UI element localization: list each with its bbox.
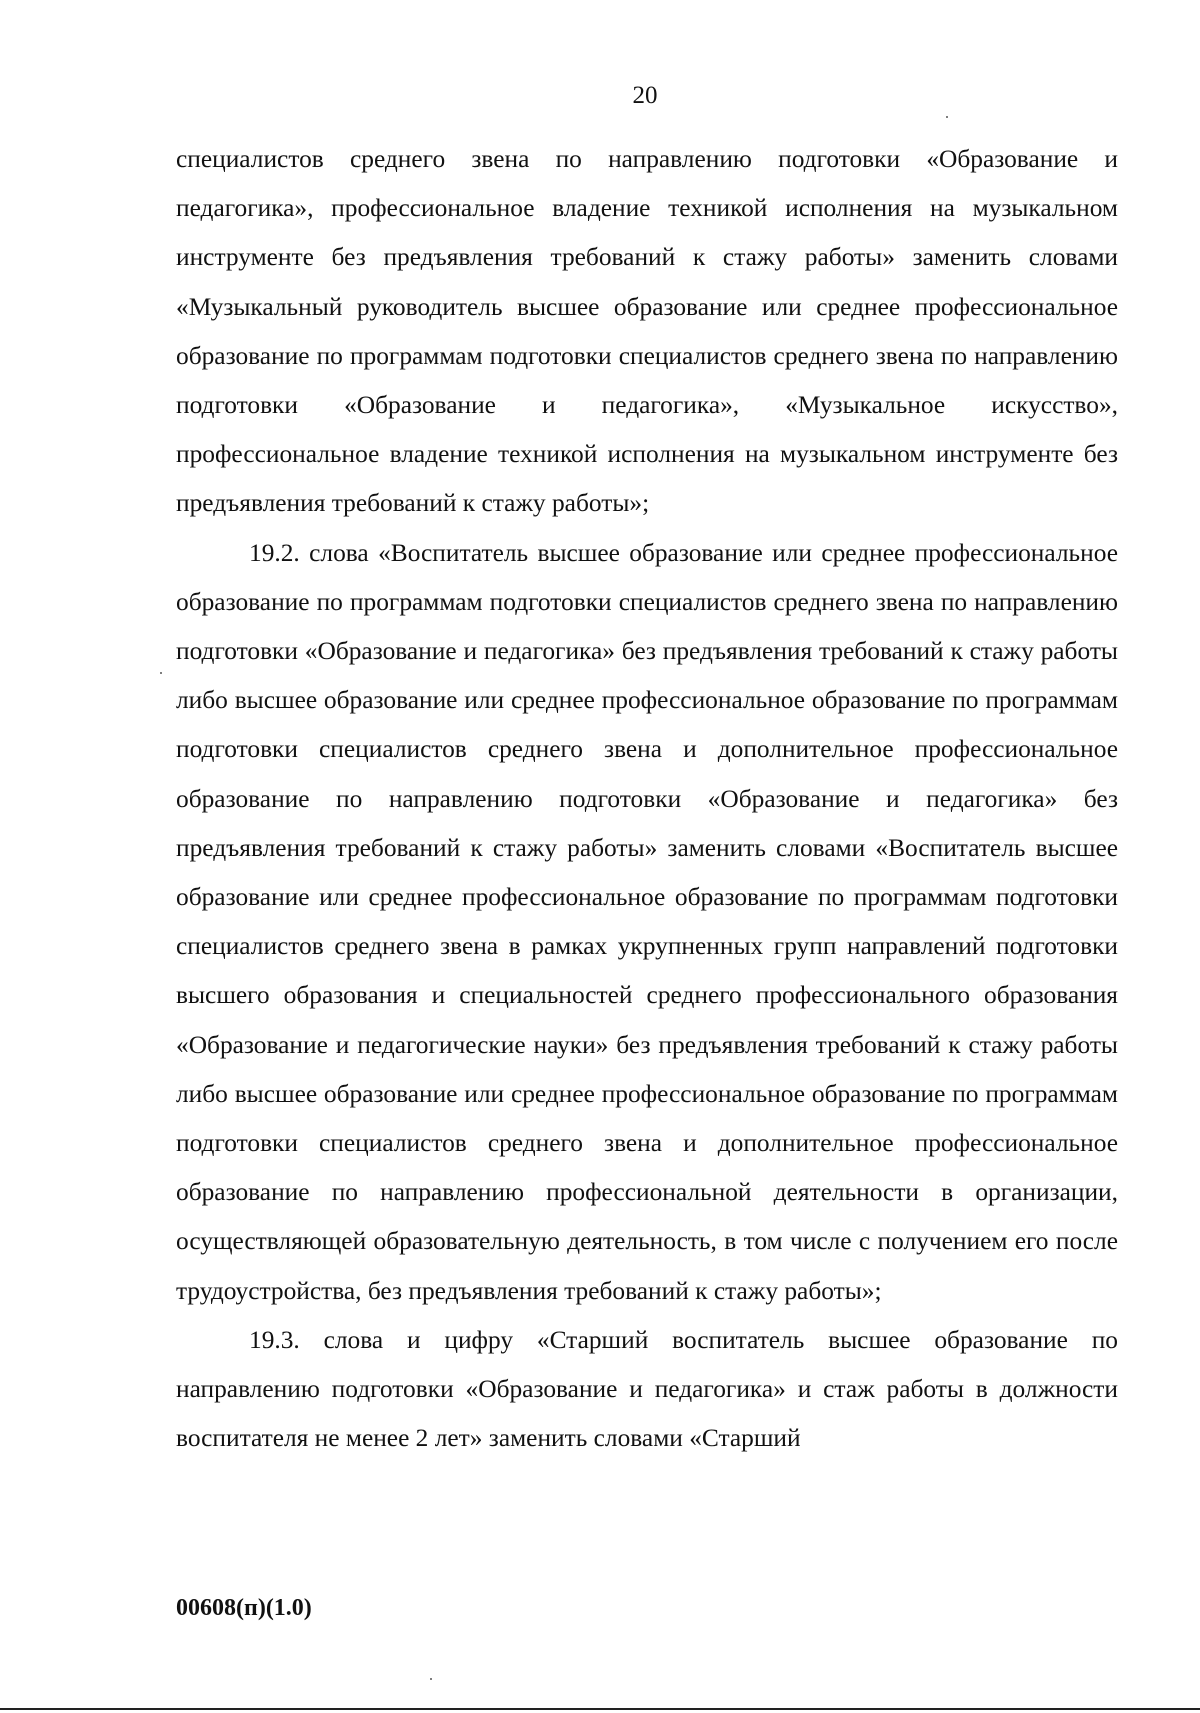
paragraph-19-2: 19.2. слова «Воспитатель высшее образование или среднее профессиональное образование по программам подготовки специалистов среднего звена по направлению подготовки «Образование и педагогика» без предъявления требований к стажу работы либо высшее образование или среднее профессиональное образование по программам подготовки специалистов среднего звена и дополнительное профессиональное образование по направлению подготовки «Образование и педагогика» без предъявления требований к стажу работы» заменить словами «Воспитатель высшее образование или среднее профессиональное образование по программам подготовки специалистов среднего звена в рамках укрупненных групп направлений подготовки высшего образования и специальностей среднего профессионального образования «Образование и педагогические науки» без предъявления требований к стажу работы либо высшее образование или среднее профессиональное образование по программам подготовки специалистов среднего звена и дополнительное профессиональное образование по направлению профессиональной деятельности в организации, осуществляющей образовательную деятельность, в том числе с получением его после трудоустройства, без предъявления требований к стажу работы»; xyxy=(176,538,1118,1305)
scan-speck xyxy=(946,116,948,118)
page-number: 20 xyxy=(632,82,658,109)
scan-speck xyxy=(430,1678,432,1680)
document-body xyxy=(176,135,1118,1463)
document-code: 00608(п)(1.0) xyxy=(176,1595,312,1621)
scan-edge-line xyxy=(0,1708,1200,1710)
paragraph-19-3: 19.3. слова и цифру «Старший воспитатель высшее образование по направлению подготовки «Образование и педагогика» и стаж работы в должности воспитателя не менее 2 лет» заменить словами «Старший xyxy=(176,1325,1118,1453)
paragraph-continuation: специалистов среднего звена по направлению подготовки «Образование и педагогика», профессиональное владение техникой исполнения на музыкальном инструменте без предъявления требований к стажу работы» заменить словами «Музыкальный руководитель высшее образование или среднее профессиональное образование по программам подготовки специалистов среднего звена по направлению подготовки «Образование и педагогика», «Музыкальное искусство», профессиональное владение техникой исполнения на музыкальном инструменте без предъявления требований к стажу работы»; xyxy=(176,145,1118,518)
scan-speck xyxy=(160,672,162,674)
